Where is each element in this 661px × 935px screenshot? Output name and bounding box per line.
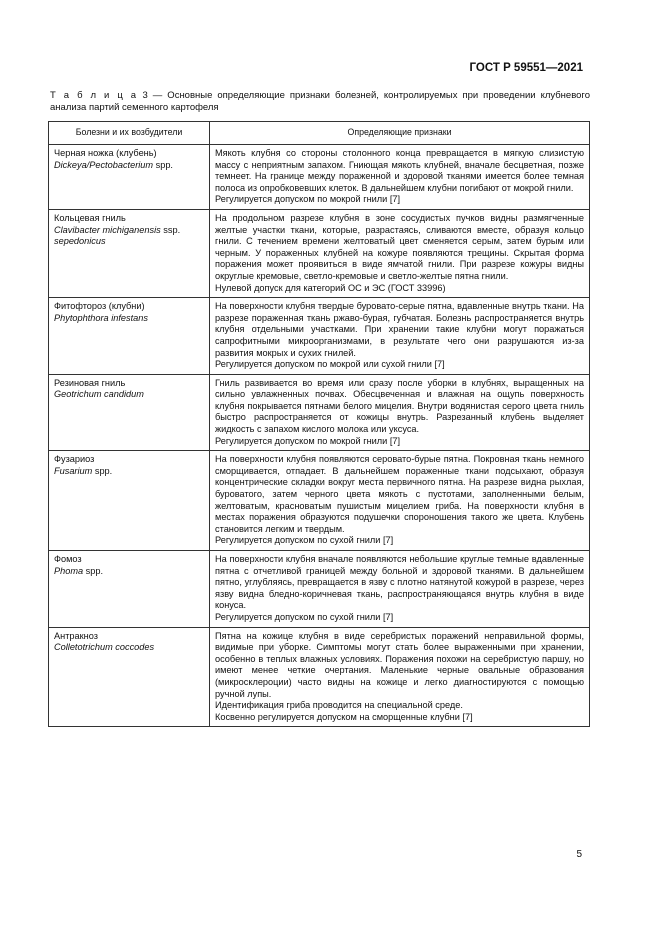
disease-name: Антракноз (54, 630, 98, 641)
disease-name: Фомоз (54, 554, 82, 564)
signs-text: На поверхности клубня твердые буровато-серые пятна, вдавленные внутрь ткани. На разрезе пораженная ткань ржаво-бурая, губчатая. Болезнь распространяется внутрь клубня отдельными участками. При хранении такие клубни могут поражаться сапрофитными микроорганизмами, в результате чего они разрушаются из-за развития мокрых и сухих гнилей. (215, 301, 584, 358)
pathogen (54, 566, 204, 578)
disease-cell (49, 451, 210, 551)
disease-name: Кольцевая гниль (54, 212, 126, 223)
pathogen (54, 160, 204, 172)
pathogen-latin: Phoma (54, 565, 84, 576)
regulation-note: Регулируется допуском по мокрой гнили [7] (215, 194, 401, 205)
disease-cell (49, 209, 210, 297)
signs-cell (210, 374, 590, 451)
signs-text: На поверхности клубня появляются серовато-бурые пятна. Покровная ткань немного сморщивается, отпадает. В дальнейшем пораженные ткани подсыхают, образуя концентрические складки вокруг места первичного пятна. На разрезе видна рыхлая, буроватого, затем черного цвета мякоть с пустотами, заполненными белым, желтоватым, красноватым пушистым мицелием гриба. На поверхности клубня в местах поражения образуются подушечки спороношения такого же цвета. Клубень становится легким и твердым. (215, 454, 584, 534)
signs-text: На поверхности клубня вначале появляются небольшие круглые темные вдавленные пятна с отчетливой границей между больной и здоровой тканями. В дальнейшем пятно, углубляясь, превращается в язву с плотно натянутой кожурой в разрезе, через язву видна бледно-коричневая ткань, распространяющаяся внутрь клубня в виде конуса. (215, 554, 584, 611)
table-row (49, 451, 590, 551)
signs-text: На продольном разрезе клубня в зоне сосудистых пучков видны размягченные желтые участки ткани, которые, разрастаясь, сливаются вместе, образуя кольцо гнили. С течением времени желтоватый цвет сменяется серым, затем бурым или черным. У пораженных клубней на кожуре появляются трещины. Скрытая форма поражения может проявиться в виде ямчатой гнили. При разрезе кожуры видны округлые кремовые, светло-кремовые и светло-желтые пятна гнили. (215, 212, 584, 281)
pathogen (54, 225, 204, 237)
table-row (49, 298, 590, 375)
signs-text: Мякоть клубня со стороны столонного конца превращается в мягкую слизистую массу с неприятным запахом. Гниющая мякоть клубней, вначале бесцветная, позже темнеет. На границе между пораженной и здоровой тканями имеется более темная полоса из опробковевших клеток. В дальнейшем клубни погибают от мокрой гнили. (215, 148, 584, 193)
table-caption (50, 90, 590, 114)
table-row (49, 627, 590, 727)
disease-cell (49, 298, 210, 375)
column-header-signs: Определяющие признаки (210, 122, 590, 145)
signs-cell (210, 627, 590, 727)
table-header-row (49, 122, 590, 145)
disease-table (48, 121, 590, 727)
pathogen-suffix: ssp. (160, 224, 181, 235)
signs-cell (210, 551, 590, 628)
signs-text: Пятна на кожице клубня в виде серебристых поражений неправильной формы, видимые при уборке. Симптомы могут стать более выраженными при хранении, особенно в теплых влажных условиях. Поражения похожи на серебристую паршу, но имеют менее четкие очертания. Маленькие черные овальные образования (микросклероции) часто видны на кожице и легко диагностируются с помощью ручной лупы. (215, 630, 584, 699)
standard-number: ГОСТ Р 59551—2021 (469, 62, 583, 74)
page-number: 5 (576, 849, 582, 860)
pathogen-subspecies: sepedonicus (54, 236, 106, 247)
signs-cell (210, 298, 590, 375)
pathogen-latin: Dickeya/Pectobacterium (54, 159, 154, 170)
column-header-disease: Болезни и их возбудители (49, 122, 210, 145)
pathogen-suffix: spp. (153, 159, 173, 170)
regulation-note: Нулевой допуск для категорий ОС и ЭС (ГОСТ 33996) (215, 282, 446, 293)
disease-cell (49, 551, 210, 628)
disease-cell (49, 145, 210, 210)
regulation-note: Регулируется допуском по мокрой гнили [7] (215, 435, 401, 446)
pathogen-suffix: spp. (92, 465, 113, 476)
regulation-note: Регулируется допуском по сухой гнили [7] (215, 535, 394, 546)
pathogen-latin: Geotrichum candidum (54, 389, 144, 400)
disease-cell (49, 374, 210, 451)
pathogen (54, 313, 204, 325)
pathogen-latin: Colletotrichum coccodes (54, 642, 155, 653)
regulation-note: Регулируется допуском по сухой гнили [7] (215, 611, 394, 622)
signs-cell (210, 209, 590, 297)
disease-cell (49, 627, 210, 727)
regulation-note: Косвенно регулируется допуском на сморщенные клубни [7] (215, 711, 473, 722)
disease-name: Резиновая гниль (54, 377, 126, 388)
pathogen (54, 642, 204, 654)
table-row (49, 551, 590, 628)
table-row (49, 209, 590, 297)
caption-label: Т а б л и ц а (50, 90, 138, 101)
signs-text: Гниль развивается во время или сразу после уборки в клубнях, выращенных на сильно увлажненных почвах. Обесцвеченная и влажная на ощупь поверхность клубня покрывается пятнами белого мицелия. Внутри водянистая серого цвета гниль быстро распространяется от кожицы внутрь. Разрезанный клубень выделяет жидкость с запахом кислого молока или уксуса. (215, 377, 584, 435)
pathogen-latin: Fusarium (54, 465, 93, 476)
pathogen-latin: Clavibacter michiganensis (54, 224, 161, 235)
caption-text: 3 — Основные определяющие признаки болезней, контролируемых при проведении клубневого анализа партий семенного картофеля (50, 90, 590, 113)
pathogen-latin: Phytophthora infestans (54, 312, 148, 323)
pathogen-suffix: spp. (83, 565, 104, 576)
regulation-note: Регулируется допуском по мокрой или сухой гнили [7] (215, 359, 445, 370)
disease-name: Фузариоз (54, 454, 95, 465)
regulation-note: Идентификация гриба проводится на специальной среде. (215, 700, 463, 711)
table-row (49, 145, 590, 210)
disease-name: Фитофтороз (клубни) (54, 301, 145, 312)
disease-name: Черная ножка (клубень) (54, 148, 157, 158)
signs-cell (210, 145, 590, 210)
pathogen (54, 466, 204, 478)
table-body (49, 145, 590, 727)
pathogen (54, 389, 204, 401)
signs-cell (210, 451, 590, 551)
table-row (49, 374, 590, 451)
